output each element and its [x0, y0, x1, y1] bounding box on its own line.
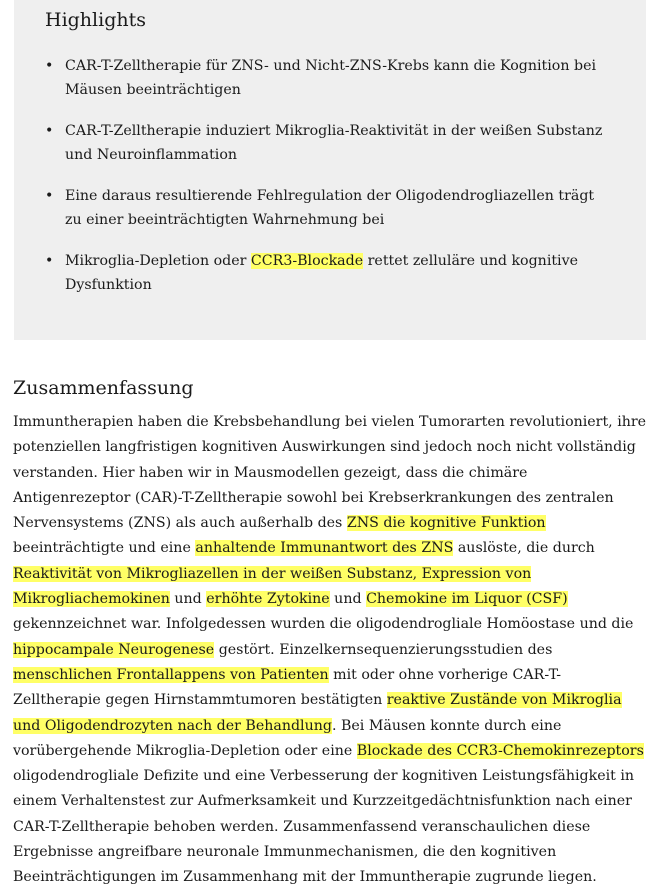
- paragraph-text: und: [169, 591, 207, 608]
- paragraph-text: gekennzeichnet war. Infolgedessen wurden die oligodendrogliale Homöostase und die: [13, 616, 634, 633]
- paragraph-text: mit oder ohne vorherige CAR-T-Zelltherapie gegen Hirnstammtumoren bestätigten: [13, 666, 562, 709]
- highlight-text: rettet zelluläre und kognitive Dysfunktion: [65, 253, 579, 293]
- summary-paragraph: [13, 410, 647, 891]
- highlighted-text: hippocampale Neurogenese: [13, 641, 215, 658]
- paragraph-text: auslöste, die durch: [453, 540, 595, 557]
- highlight-text: CAR-T-Zelltherapie induziert Mikroglia-Reaktivität in der weißen Substanz und Neuroinflammation: [65, 123, 603, 163]
- highlights-list: [45, 54, 605, 297]
- paragraph-text: beeinträchtigte und eine: [13, 540, 196, 557]
- highlighted-text: reaktive Zustände von Mikroglia und Oligodendrozyten nach der Behandlung: [13, 692, 622, 734]
- highlighted-text: Reaktivität von Mikrogliazellen in der weißen Substanz, Expression von Mikrogliachemokinen: [13, 565, 532, 608]
- highlight-text: Eine daraus resultierende Fehlregulation der Oligodendrogliazellen trägt zu einer beeinträchtigten Wahrnehmung bei: [65, 188, 595, 228]
- bullet-icon: •: [45, 188, 54, 204]
- paragraph-text: . Bei Mäusen konnte durch eine vorübergehende Mikroglia-Depletion oder eine: [13, 717, 562, 759]
- paragraph-text: Immuntherapien haben die Krebsbehandlung bei vielen Tumorarten revolutioniert, ihre potenziellen langfristigen kognitiven Auswirkungen sind jedoch noch nicht vollständig verstanden. Hier haben wir in Mausmodellen gezeigt, dass die chimäre Antigenrezeptor (CAR)-T-Zelltherapie sowohl bei Krebserkrankungen des zentralen Nervensystems (ZNS) als auch außerhalb des: [13, 414, 647, 532]
- summary-heading: Zusammenfassung: [13, 377, 194, 399]
- highlighted-text: anhaltende Immunantwort des ZNS: [195, 540, 454, 557]
- highlighted-text: Blockade des CCR3-Chemokinrezeptors: [356, 742, 644, 759]
- paragraph-text: oligodendrogliale Defizite und eine Verbesserung der kognitiven Leistungsfähigkeit in einem Verhaltenstest zur Aufmerksamkeit und Kurzzeitgedächtnisfunktion nach einer CAR-T-Zelltherapie behoben werden. Zusammenfassend veranschaulichen diese Ergebnisse angreifbare neuronale Immunmechanismen, die den kognitiven Beeinträchtigungen im Zusammenhang mit der Immuntherapie zugrunde liegen.: [13, 768, 635, 886]
- highlighted-text: ZNS die kognitive Funktion: [346, 515, 546, 532]
- paragraph-text: gestört. Einzelkernsequenzierungsstudien des: [214, 641, 553, 658]
- bullet-icon: •: [45, 123, 54, 139]
- highlighted-text: menschlichen Frontallappens von Patienten: [13, 666, 329, 683]
- bullet-icon: •: [45, 253, 54, 269]
- highlights-heading: Highlights: [45, 9, 146, 31]
- highlighted-text: Chemokine im Liquor (CSF): [366, 591, 568, 608]
- bullet-icon: •: [45, 58, 54, 74]
- highlight-text: CAR-T-Zelltherapie für ZNS- und Nicht-ZNS-Krebs kann die Kognition bei Mäusen beeinträchtigen: [65, 58, 596, 98]
- highlight-text: Mikroglia-Depletion oder: [65, 253, 251, 269]
- paragraph-text: und: [329, 591, 367, 608]
- highlight-item: [45, 184, 605, 232]
- highlight-item: [45, 54, 605, 102]
- highlight-item: [45, 249, 605, 297]
- highlight-item: [45, 119, 605, 167]
- highlighted-text: CCR3-Blockade: [250, 253, 364, 269]
- highlighted-text: erhöhte Zytokine: [206, 591, 330, 608]
